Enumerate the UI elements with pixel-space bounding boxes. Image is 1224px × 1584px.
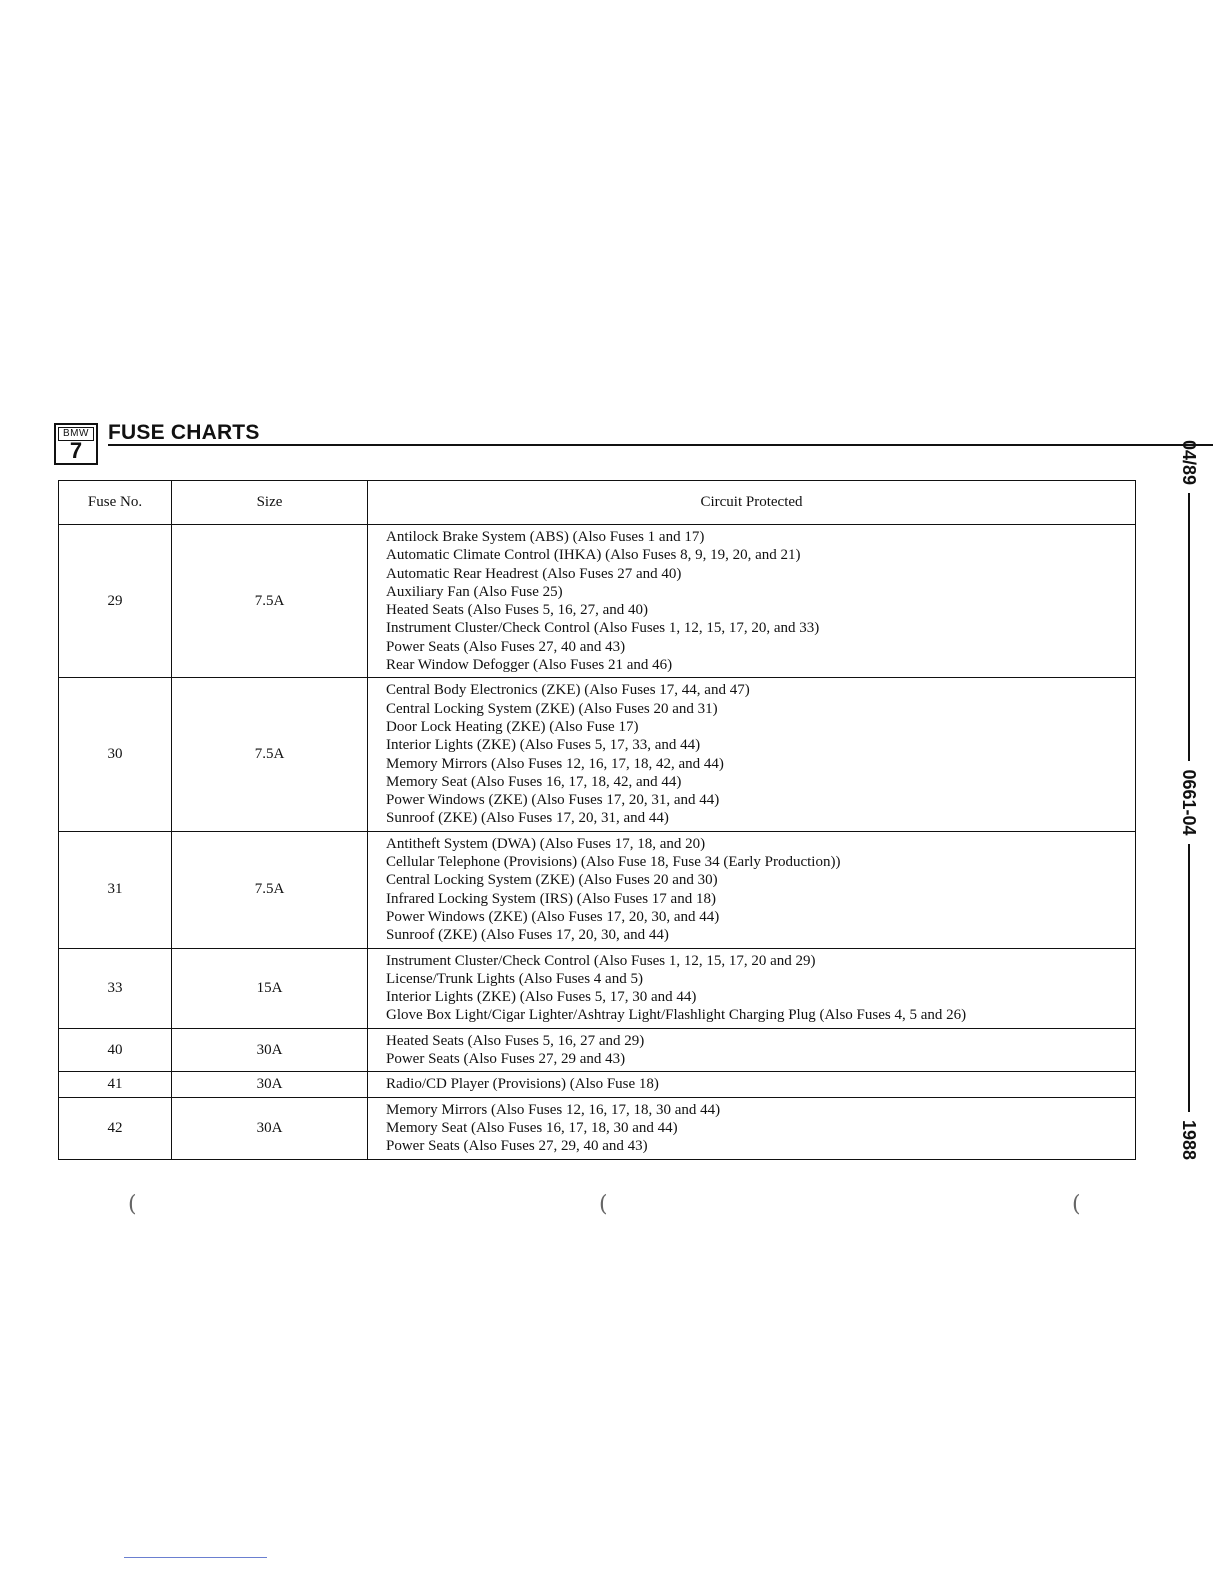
circuit-protected-cell [368,678,1136,831]
circuit-line: Heated Seats (Also Fuses 5, 16, 27 and 29) [386,1032,645,1049]
side-doc-number: 0661-04 [1179,769,1200,836]
fuse-number-cell: 41 [59,1072,172,1097]
page-title: FUSE CHARTS [108,421,260,444]
circuit-line: Heated Seats (Also Fuses 5, 16, 27, and 40) [386,602,649,619]
circuit-line: Instrument Cluster/Check Control (Also Fuses 1, 12, 15, 17, 20 and 29) [386,952,816,969]
fuse-size-cell: 30A [172,1072,368,1097]
circuit-line: Auxiliary Fan (Also Fuse 25) [386,583,563,600]
circuit-line: Power Windows (ZKE) (Also Fuses 17, 20, 30, and 44) [386,908,720,925]
fuse-size-cell: 7.5A [172,525,368,678]
fuse-number-cell: 30 [59,678,172,831]
header-circuit-protected: Circuit Protected [368,481,1136,525]
circuit-protected-cell [368,1072,1136,1097]
bmw-7-logo [54,423,98,465]
circuit-line: Interior Lights (ZKE) (Also Fuses 5, 17, 33, and 44) [386,737,701,754]
fuse-number-cell: 31 [59,831,172,948]
header-size: Size [172,481,368,525]
circuit-line: Power Windows (ZKE) (Also Fuses 17, 20, 31, and 44) [386,792,720,809]
table-row [59,1072,1136,1097]
circuit-protected-cell [368,1028,1136,1072]
circuit-line: Interior Lights (ZKE) (Also Fuses 5, 17, 30 and 44) [386,989,697,1006]
circuit-line: Automatic Rear Headrest (Also Fuses 27 and 40) [386,565,682,582]
side-date: 04/89 [1179,440,1200,486]
table-header-row [59,481,1136,525]
circuit-line: Memory Mirrors (Also Fuses 12, 16, 17, 18, 30 and 44) [386,1101,721,1118]
fuse-number-cell: 33 [59,948,172,1028]
circuit-line: Cellular Telephone (Provisions) (Also Fuse 18, Fuse 34 (Early Production)) [386,854,841,871]
circuit-line: Antilock Brake System (ABS) (Also Fuses 1 and 17) [386,529,705,545]
logo-brand-text: BMW [58,427,94,441]
table-row [59,831,1136,948]
page-header [54,421,1159,469]
binder-hole-mark: ( [1072,1192,1081,1217]
fuse-number-cell: 42 [59,1097,172,1159]
circuit-line: Memory Mirrors (Also Fuses 12, 16, 17, 18, 42, and 44) [386,755,724,772]
circuit-line: Glove Box Light/Cigar Lighter/Ashtray Light/Flashlight Charging Plug (Also Fuses 4, 5 and 26) [386,1007,967,1024]
circuit-line: Automatic Climate Control (IHKA) (Also Fuses 8, 9, 19, 20, and 21) [386,547,801,564]
circuit-line: Central Body Electronics (ZKE) (Also Fuses 17, 44, and 47) [386,682,750,699]
circuit-line: Memory Seat (Also Fuses 16, 17, 18, 30 and 44) [386,1119,678,1136]
circuit-line: Power Seats (Also Fuses 27, 29, 40 and 43) [386,1138,648,1155]
fuse-size-cell: 15A [172,948,368,1028]
fuse-size-cell: 7.5A [172,831,368,948]
binder-hole-mark: ( [128,1192,137,1217]
fuse-number-cell: 40 [59,1028,172,1072]
fuse-size-cell: 7.5A [172,678,368,831]
table-row [59,525,1136,678]
circuit-line: Power Seats (Also Fuses 27, 40 and 43) [386,638,626,655]
fuse-number-cell: 29 [59,525,172,678]
logo-series-number: 7 [69,438,83,463]
circuit-line: Memory Seat (Also Fuses 16, 17, 18, 42, and 44) [386,773,682,790]
circuit-line: Central Locking System (ZKE) (Also Fuses 20 and 30) [386,872,718,889]
table-row [59,1097,1136,1159]
circuit-line: Infrared Locking System (IRS) (Also Fuses 17 and 18) [386,890,716,907]
table-row [59,948,1136,1028]
circuit-line: Central Locking System (ZKE) (Also Fuses 20 and 31) [386,700,718,717]
side-margin-label [1176,440,1202,1160]
side-rule [1188,493,1190,761]
table-row [59,678,1136,831]
circuit-line: Radio/CD Player (Provisions) (Also Fuse 18) [386,1076,659,1093]
title-rule [108,444,1213,446]
circuit-line: Sunroof (ZKE) (Also Fuses 17, 20, 30, and 44) [386,927,669,944]
table-row [59,1028,1136,1072]
side-year: 1988 [1179,1119,1200,1160]
side-rule [1188,844,1190,1112]
fuse-chart-table [58,480,1136,1160]
circuit-line: Instrument Cluster/Check Control (Also Fuses 1, 12, 15, 17, 20, and 33) [386,620,820,637]
circuit-line: Door Lock Heating (ZKE) (Also Fuse 17) [386,718,639,735]
circuit-protected-cell [368,831,1136,948]
binder-hole-mark: ( [599,1192,608,1217]
circuit-protected-cell [368,948,1136,1028]
footer-underline [124,1557,267,1558]
circuit-line: Antitheft System (DWA) (Also Fuses 17, 18, and 20) [386,835,706,852]
circuit-line: Rear Window Defogger (Also Fuses 21 and 46) [386,657,673,674]
circuit-line: Power Seats (Also Fuses 27, 29 and 43) [386,1051,626,1068]
header-fuse-no: Fuse No. [59,481,172,525]
fuse-table-body [59,525,1136,1160]
circuit-protected-cell [368,1097,1136,1159]
fuse-size-cell: 30A [172,1097,368,1159]
circuit-line: License/Trunk Lights (Also Fuses 4 and 5) [386,970,643,987]
fuse-size-cell: 30A [172,1028,368,1072]
circuit-protected-cell [368,525,1136,678]
circuit-line: Sunroof (ZKE) (Also Fuses 17, 20, 31, and 44) [386,810,669,827]
